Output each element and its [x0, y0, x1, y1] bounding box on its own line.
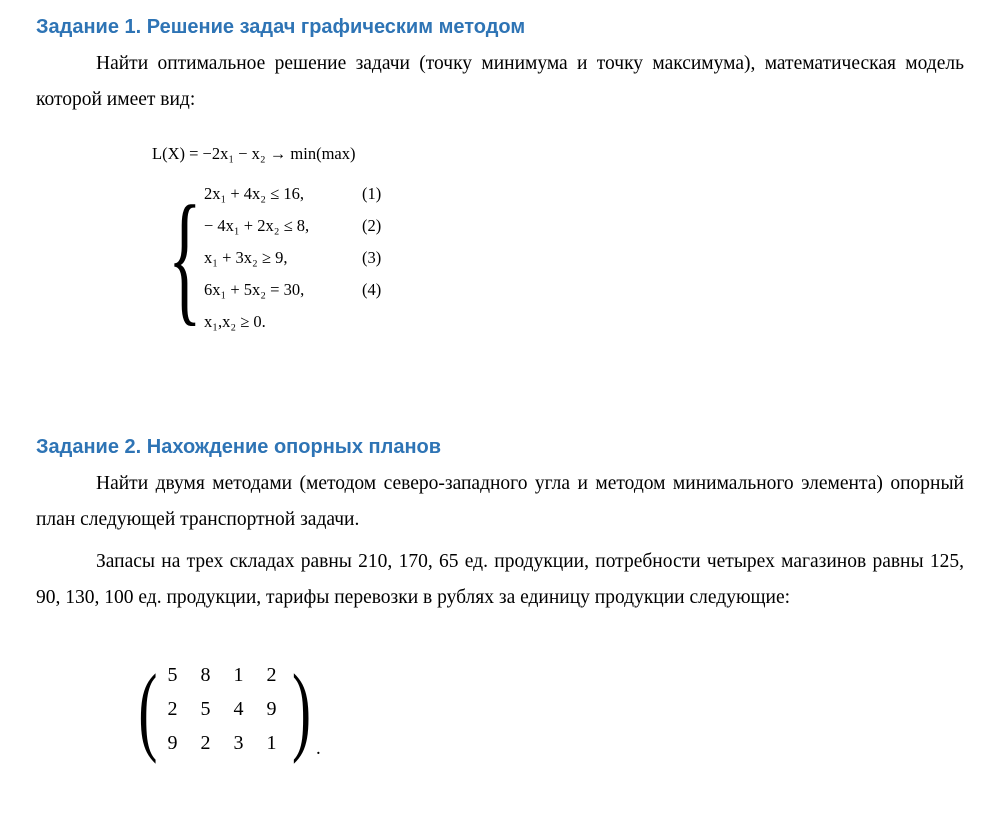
matrix-cell: 2: [266, 664, 277, 686]
constraint-number: (4): [362, 280, 382, 299]
matrix-cell: 5: [167, 664, 178, 686]
constraint-expr: − 4x₁ + 2x₂ ≤ 8,: [204, 216, 310, 235]
constraint-number: (2): [362, 216, 382, 235]
matrix-row: [156, 658, 288, 692]
matrix-cell: 4: [233, 698, 244, 720]
constraint-expr: 6x₁ + 5x₂ = 30,: [204, 280, 305, 299]
matrix-row: [156, 692, 288, 726]
constraint-system: [168, 178, 964, 338]
matrix-cell: 2: [200, 732, 211, 754]
constraint-expr: x₁ + 3x₂ ≥ 9,: [204, 248, 288, 267]
task1-intro-paragraph: Найти оптимальное решение задачи (точку минимума и точку максимума), математическая модель которой имеет вид:: [36, 53, 964, 110]
objective-function: L(X) = −2x₁ − x₂ → min(max): [152, 144, 356, 163]
matrix-cell: 8: [200, 664, 211, 686]
task2-paragraph-1: Найти двумя методами (методом северо-западного угла и методом минимального элемента) опорный план следующей транспортной задачи.: [36, 473, 964, 530]
constraint-number: (1): [362, 184, 382, 203]
matrix-row: [156, 726, 288, 760]
matrix-cell: 1: [266, 732, 277, 754]
constraint-expr: x₁,x₂ ≥ 0.: [204, 312, 266, 331]
matrix-rows: [156, 658, 288, 760]
matrix-right-paren: ): [292, 653, 311, 765]
matrix-cell: 2: [167, 698, 178, 720]
tariff-matrix: [130, 653, 964, 765]
matrix-left-paren: (: [138, 653, 158, 765]
task2-paragraph-2: Запасы на трех складах равны 210, 170, 65 ед. продукции, потребности четырех магазинов равны 125, 90, 130, 100 ед. продукции, тарифы перевозки в рублях за единицу продукции следующие:: [36, 551, 964, 608]
constraint-expr: 2x₁ + 4x₂ ≤ 16,: [204, 184, 304, 203]
constraint-row: [204, 306, 406, 338]
matrix-period: .: [316, 738, 321, 759]
constraint-row: [204, 242, 406, 274]
constraint-row: [204, 274, 406, 306]
constraint-row: [204, 210, 406, 242]
system-left-brace: {: [168, 176, 202, 339]
task2-heading: Задание 2. Нахождение опорных планов: [36, 436, 442, 458]
constraint-list: [204, 178, 406, 338]
matrix-cell: 1: [233, 664, 244, 686]
task1-heading: Задание 1. Решение задач графическим методом: [36, 16, 526, 38]
matrix-cell: 3: [233, 732, 244, 754]
matrix-cell: 9: [167, 732, 178, 754]
matrix-cell: 9: [266, 698, 277, 720]
constraint-number: [362, 306, 406, 338]
constraint-row: [204, 178, 406, 210]
constraint-number: (3): [362, 248, 382, 267]
matrix-cell: 5: [200, 698, 211, 720]
